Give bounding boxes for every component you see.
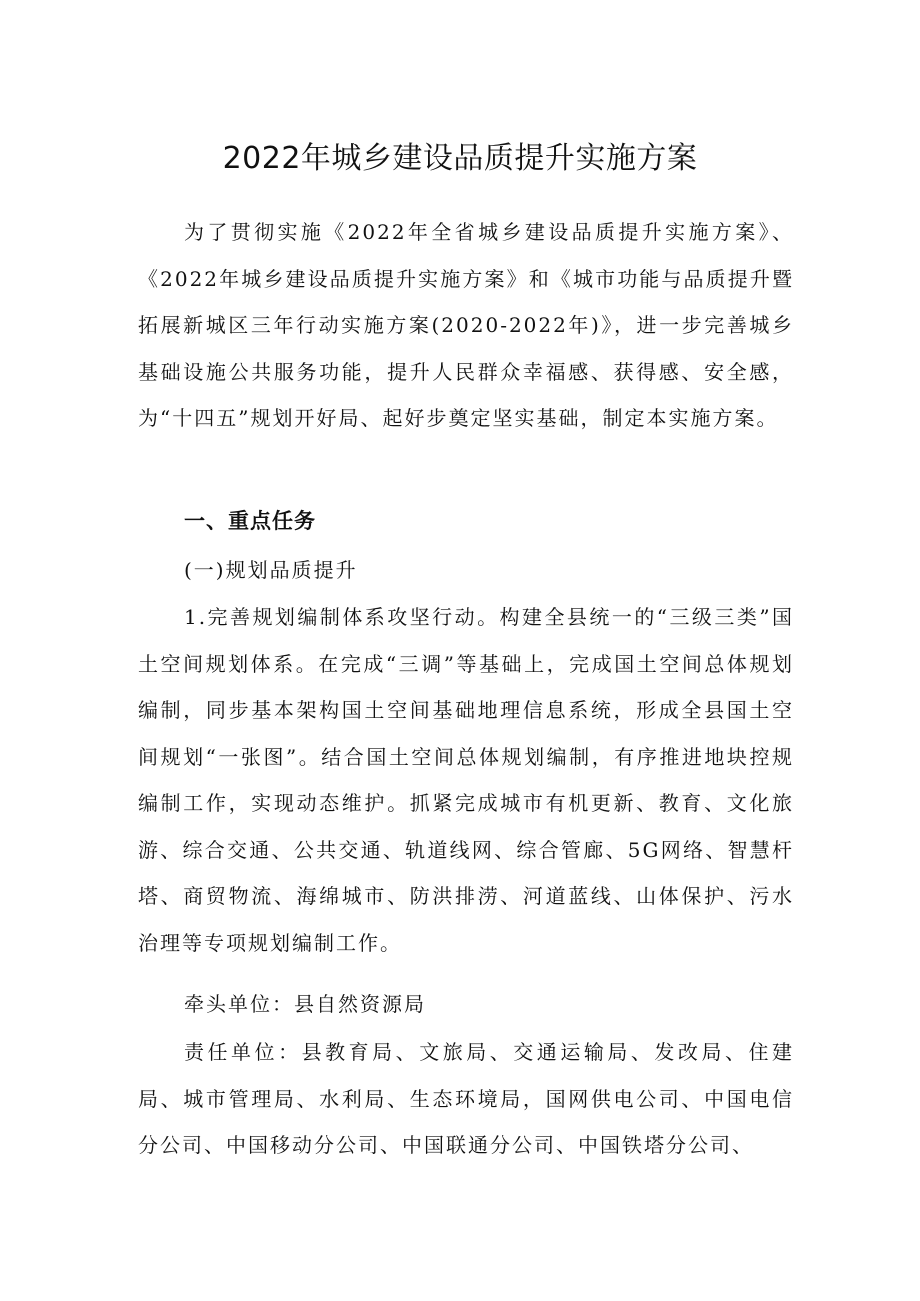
section-heading-key-tasks: 一、重点任务 (184, 509, 316, 533)
responsible-units-paragraph: 责任单位：县教育局、文旅局、交通运输局、发改局、住建局、城市管理局、水利局、生态环境局，国网供电公司、中国电信分公司、中国移动分公司、中国联通分公司、中国铁塔分公司、 (138, 1040, 794, 1157)
document-title: 2022年城乡建设品质提升实施方案 (222, 141, 698, 176)
task-item-1-paragraph: 1.完善规划编制体系攻坚行动。构建全县统一的“三级三类”国土空间规划体系。在完成“三调”等基础上，完成国土空间总体规划编制，同步基本架构国土空间基础地理信息系统，形成全县国土空间规划“一张图”。结合国土空间总体规划编制，有序推进地块控规编制工作，实现动态维护。抓紧完成城市有机更新、教育、文化旅游、综合交通、公共交通、轨道线网、综合管廊、5G网络、智慧杆塔、商贸物流、海绵城市、防洪排涝、河道蓝线、山体保护、污水治理等专项规划编制工作。 (138, 605, 794, 955)
intro-paragraph: 为了贯彻实施《2022年全省城乡建设品质提升实施方案》、《2022年城乡建设品质提升实施方案》和《城市功能与品质提升暨拓展新城区三年行动实施方案(2020-2022年)》，进一步完善城乡基础设施公共服务功能，提升人民群众幸福感、获得感、安全感，为“十四五”规划开好局、起好步奠定坚实基础，制定本实施方案。 (138, 220, 794, 430)
lead-unit-paragraph: 牵头单位：县自然资源局 (184, 992, 426, 1016)
subsection-heading-planning-quality: (一)规划品质提升 (184, 558, 358, 582)
